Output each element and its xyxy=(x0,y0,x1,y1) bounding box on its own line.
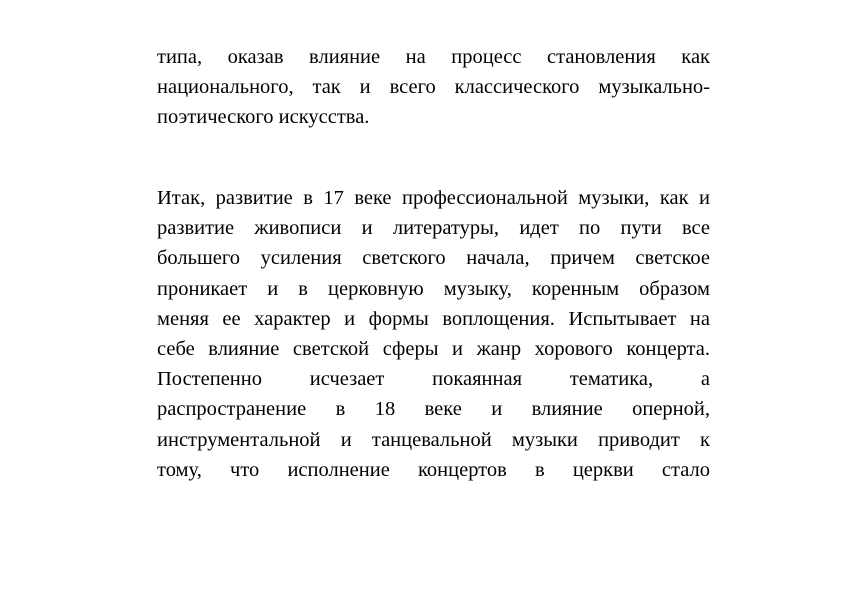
text-line: типа, оказав влияние на процесс становления как xyxy=(157,46,710,68)
text-line: себе влияние светской сферы и жанр хорового концерта. xyxy=(157,337,710,360)
text-line: тому, что исполнение концертов в церкви стало xyxy=(157,458,710,481)
text-line: большего усиления светского начала, причем светское xyxy=(157,247,710,270)
text-line: меняя ее характер и формы воплощения. Испытывает на xyxy=(157,307,710,330)
text-line: проникает и в церковную музыку, коренным образом xyxy=(157,277,710,300)
text-line: национального, так и всего классического музыкально- xyxy=(157,76,710,99)
text-line: Постепенно исчезает покаянная тематика, а xyxy=(157,368,710,391)
text-line: развитие живописи и литературы, идет по пути все xyxy=(157,217,710,240)
paragraph xyxy=(157,183,710,485)
text-line: Итак, развитие в 17 веке профессиональной музыки, как и xyxy=(157,187,710,209)
text-line: распространение в 18 веке и влияние оперной, xyxy=(157,398,710,421)
text-line: инструментальной и танцевальной музыки приводит к xyxy=(157,428,710,451)
paragraph xyxy=(157,42,710,133)
text-line: поэтического искусства. xyxy=(157,106,370,129)
